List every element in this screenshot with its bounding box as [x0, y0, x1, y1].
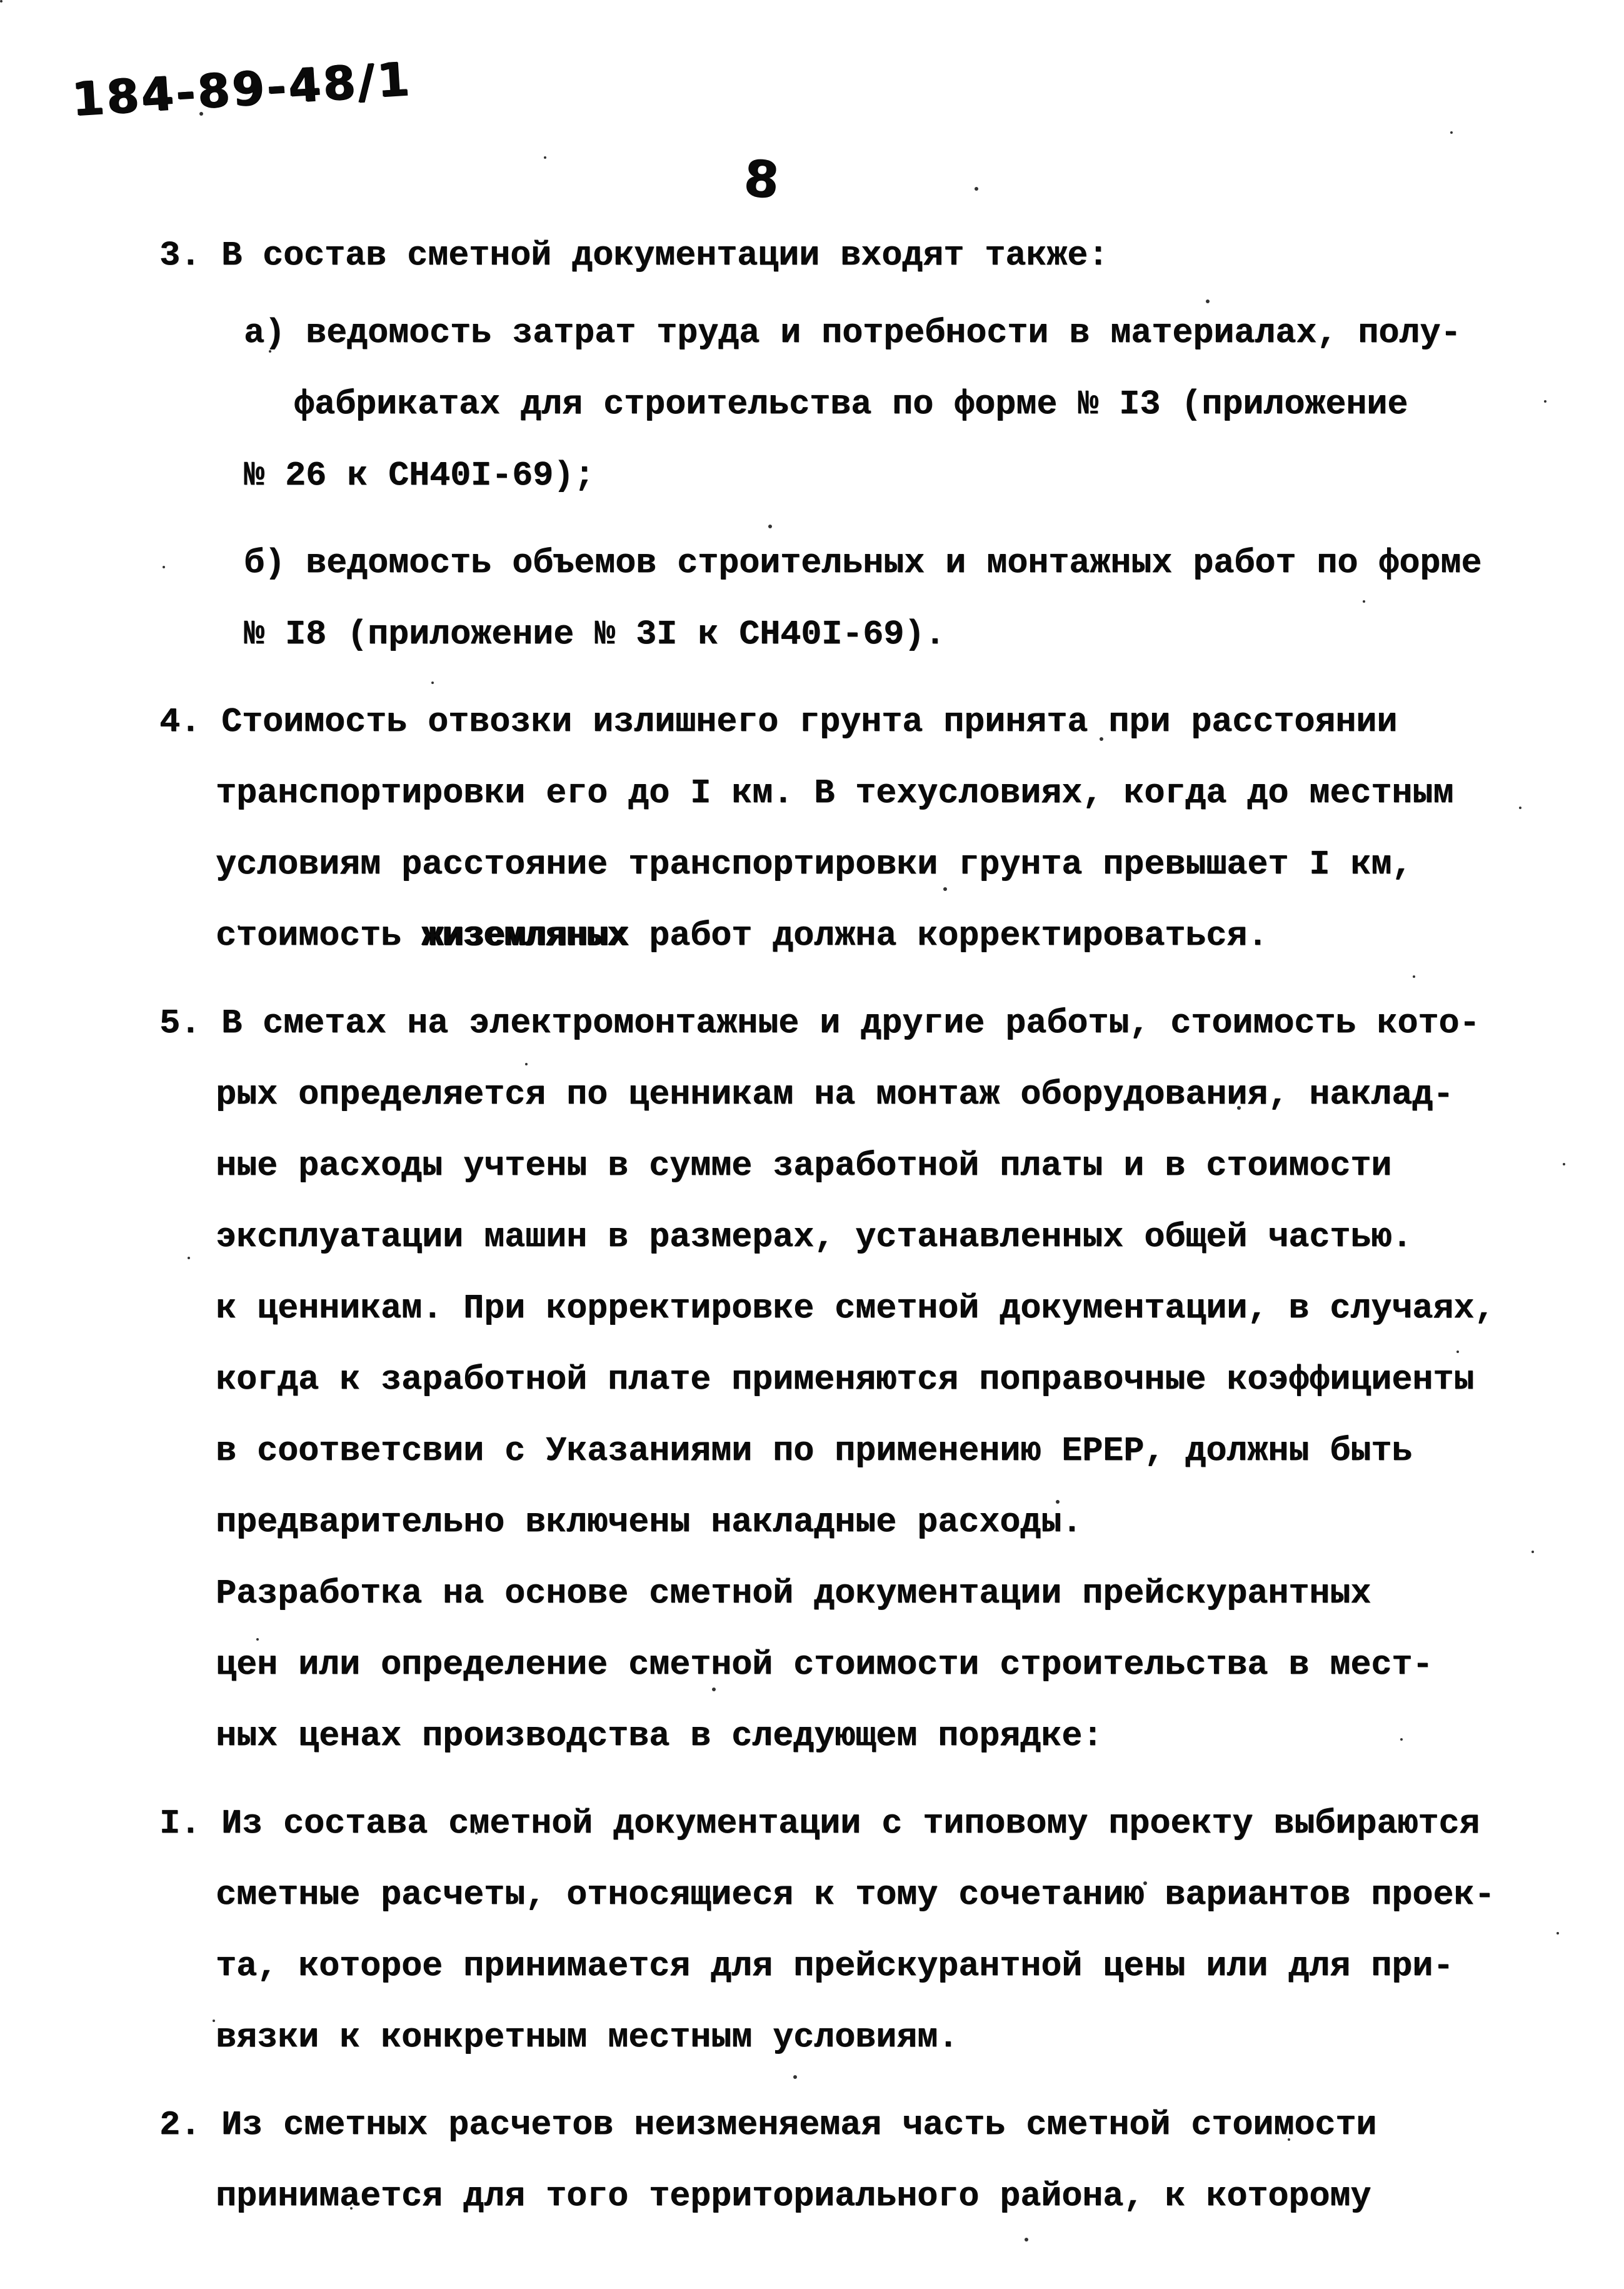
text-line-with-overstrike [216, 900, 1549, 972]
text-line: когда к заработной плате применяются поправочные коэффициенты [216, 1360, 1475, 1399]
paragraph-5 [0, 988, 1549, 1772]
text-line: сметные расчеты, относящиеся к тому сочетанию вариантов проек- [216, 1875, 1495, 1914]
handwritten-ref-number: 184-89-48/1 [70, 52, 414, 127]
text-line: эксплуатации машин в размерах, устанавленных общей частью. [216, 1217, 1413, 1257]
text-line: Разработка на основе сметной документации прейскурантных [216, 1574, 1371, 1613]
text-line: № 26 к СН40I-69); [244, 456, 595, 495]
text-line: 2. Из сметных расчетов неизменяемая часть сметной стоимости [159, 2105, 1377, 2145]
paragraph-2 [0, 2090, 1549, 2232]
text-line: ных ценах производства в следующем порядке: [216, 1716, 1103, 1756]
text-segment: работ должна корректироваться. [628, 916, 1268, 955]
text-line: в соответсвии с Указаниями по применению ЕРЕР, должны быть [216, 1431, 1413, 1471]
text-line: цен или определение сметной стоимости строительства в мест- [216, 1645, 1433, 1684]
text-line: ные расходы учтены в сумме заработной платы и в стоимости [216, 1146, 1392, 1185]
text-line: вязки к конкретным местным условиям. [216, 2018, 959, 2057]
page-number: 8 [741, 149, 781, 209]
text-line: 3. В состав сметной документации входят также: [159, 236, 1109, 275]
text-line: рых определяется по ценникам на монтаж оборудования, наклад- [216, 1075, 1454, 1114]
text-line: предварительно включены накладные расходы. [216, 1502, 1083, 1542]
paragraph-4 [0, 687, 1549, 972]
paragraph-3 [0, 220, 1549, 670]
text-line: та, которое принимается для прейскурантной цены или для при- [216, 1946, 1454, 1986]
text-line: 5. В сметах на электромонтажные и другие работы, стоимость кото- [159, 1004, 1480, 1043]
text-segment: стоимость [216, 916, 423, 955]
text-line: фабрикатах для строительства по форме № I3 (приложение [294, 385, 1408, 424]
text-line: условиям расстояние транспортировки грунта превышает I км, [216, 845, 1413, 884]
text-line: I. Из состава сметной документации с типовому проекту выбираются [159, 1804, 1480, 1843]
text-line: принимается для того территориального района, к которому [216, 2176, 1371, 2216]
text-line-subitem-b: б) ведомость объемов строительных и монтажных работ по форме [244, 543, 1482, 583]
text-line-subitem-a: а) ведомость затрат труда и потребности в материалах, полу- [244, 313, 1461, 353]
text-line: к ценникам. При корректировке сметной документации, в случаях, [216, 1289, 1495, 1328]
text-line: № I8 (приложение № 3I к СН40I-69). [244, 615, 946, 654]
text-line: 4. Стоимость отвозки излишнего грунта принята при расстоянии [159, 702, 1398, 742]
overstruck-word: жиземляных [422, 916, 629, 955]
paragraph-1 [0, 1788, 1549, 2073]
text-line: транспортировки его до I км. В техусловиях, когда до местным [216, 773, 1454, 813]
document-body [0, 220, 1549, 2232]
